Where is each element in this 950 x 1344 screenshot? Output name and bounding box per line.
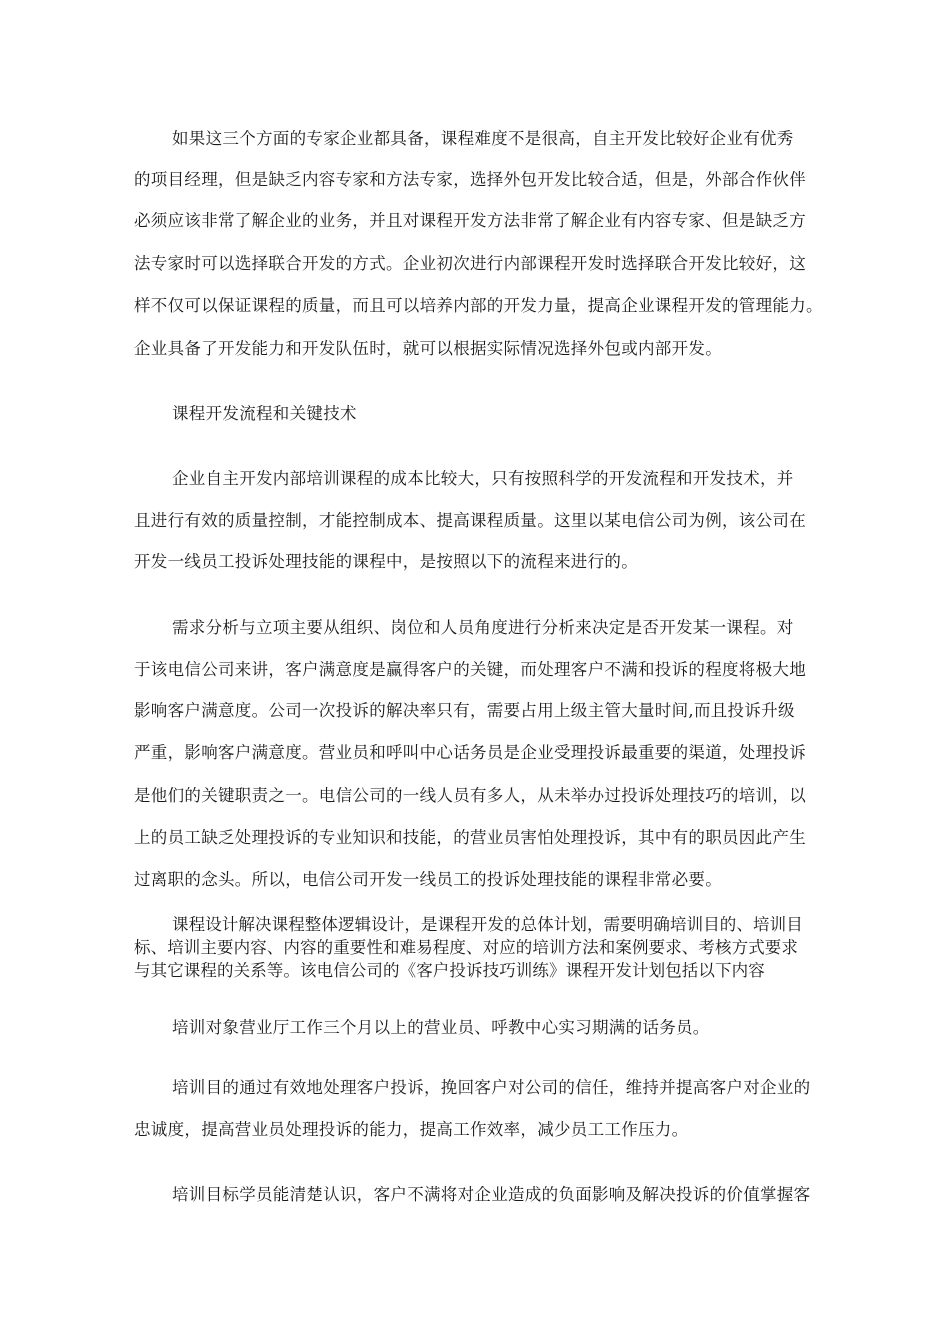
text-line: 于该电信公司来讲，客户满意度是赢得客户的关键，而处理客户不满和投诉的程度将极大地 bbox=[134, 660, 806, 679]
text-line: 企业具备了开发能力和开发队伍时，就可以根据实际情况选择外包或内部开发。 bbox=[134, 339, 722, 358]
text-line: 影响客户满意度。公司一次投诉的解决率只有，需要占用上级主管大量时间,而且投诉升级 bbox=[134, 701, 795, 720]
text-line: 法专家时可以选择联合开发的方式。企业初次进行内部课程开发时选择联合开发比较好，这 bbox=[134, 254, 806, 273]
text-line: 严重，影响客户满意度。营业员和呼叫中心话务员是企业受理投诉最重要的渠道，处理投诉 bbox=[134, 743, 806, 762]
text-line: 标、培训主要内容、内容的重要性和难易程度、对应的培训方法和案例要求、考核方式要求 bbox=[134, 938, 798, 957]
text-line: 的项目经理，但是缺乏内容专家和方法专家，选择外包开发比较合适，但是，外部合作伙伴 bbox=[134, 170, 806, 189]
text-line: 课程设计解决课程整体逻辑设计，是课程开发的总体计划，需要明确培训目的、培训目 bbox=[172, 915, 803, 934]
text-line: 是他们的关键职责之一。电信公司的一线人员有多人，从未举办过投诉处理技巧的培训，以 bbox=[134, 786, 806, 805]
text-line: 如果这三个方面的专家企业都具备，课程难度不是很高，自主开发比较好企业有优秀 bbox=[172, 129, 794, 148]
text-line: 开发一线员工投诉处理技能的课程中，是按照以下的流程来进行的。 bbox=[134, 552, 638, 571]
paragraph-training-objectives: 培训目标学员能清楚认识，客户不满将对企业造成的负面影响及解决投诉的价值掌握客 bbox=[172, 1185, 811, 1204]
text-line: 且进行有效的质量控制，才能控制成本、提高课程质量。这里以某电信公司为例，该公司在 bbox=[134, 511, 806, 530]
text-line: 上的员工缺乏处理投诉的专业知识和技能，的营业员害怕处理投诉，其中有的职员因此产生 bbox=[134, 828, 806, 847]
paragraph-training-audience: 培训对象营业厅工作三个月以上的营业员、呼教中心实习期满的话务员。 bbox=[172, 1018, 710, 1037]
text-line: 忠诚度，提高营业员处理投诉的能力，提高工作效率，减少员工工作压力。 bbox=[134, 1120, 689, 1139]
text-line: 企业自主开发内部培训课程的成本比较大，只有按照科学的开发流程和开发技术，并 bbox=[172, 469, 794, 488]
text-line: 需求分析与立项主要从组织、岗位和人员角度进行分析来决定是否开发某一课程。对 bbox=[172, 618, 794, 637]
text-line: 过离职的念头。所以，电信公司开发一线员工的投诉处理技能的课程非常必要。 bbox=[134, 870, 722, 889]
text-line: 与其它课程的关系等。该电信公司的《客户投诉技巧训练》课程开发计划包括以下内容 bbox=[134, 961, 765, 980]
section-heading: 课程开发流程和关键技术 bbox=[172, 404, 357, 423]
text-line: 必须应该非常了解企业的业务，并且对课程开发方法非常了解企业有内容专家、但是缺乏方 bbox=[134, 211, 806, 230]
text-line: 样不仅可以保证课程的质量，而且可以培养内部的开发力量，提高企业课程开发的管理能力。 bbox=[134, 296, 823, 315]
text-line: 培训目的通过有效地处理客户投诉，挽回客户对公司的信任，维持并提高客户对企业的 bbox=[172, 1078, 811, 1097]
